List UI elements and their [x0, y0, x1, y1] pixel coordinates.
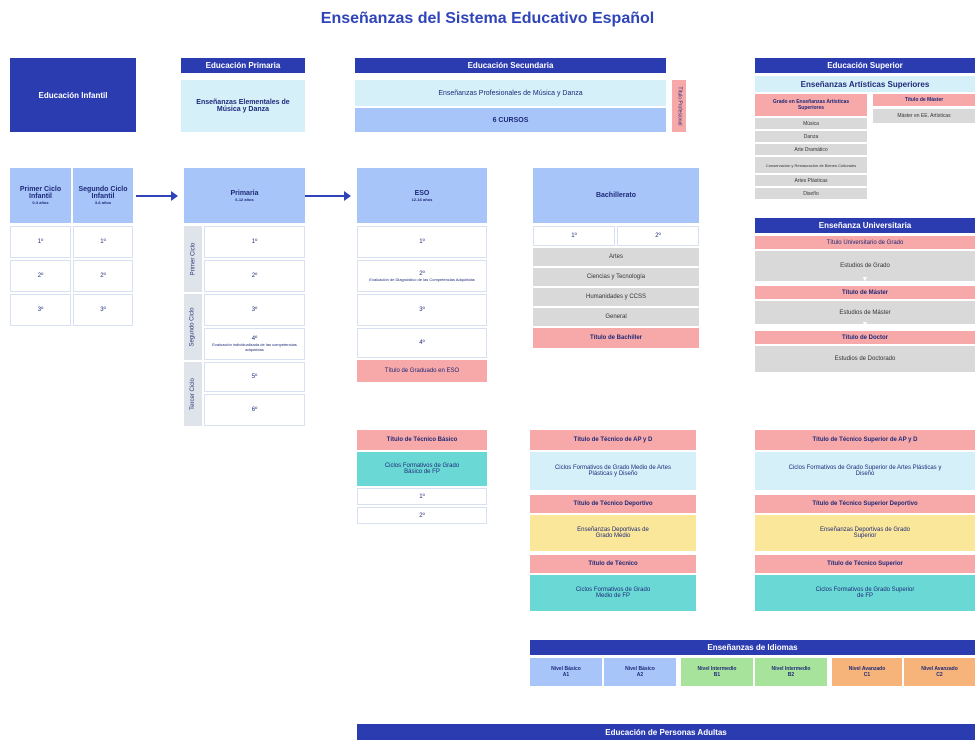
grado-superior-titulo-dep: Título de Técnico Superior Deportivo — [755, 495, 975, 513]
primaria-musica: Enseñanzas Elementales de Música y Danza — [181, 80, 305, 132]
fp-basica-ciclos: Ciclos Formativos de Grado Básico de FP — [357, 452, 487, 486]
infantil-cycle2-name: Segundo Ciclo Infantil — [78, 186, 128, 200]
universitaria-titulo: Título de Doctor — [755, 331, 975, 344]
primaria-header: Educación Primaria — [181, 58, 305, 73]
primaria-grade: 3º — [204, 294, 305, 326]
infantil-cycle1-ages: 0-3 años — [32, 200, 49, 205]
bachillerato-modalidad: Ciencias y Tecnología — [533, 268, 699, 286]
infantil-cycle1-name: Primer Ciclo Infantil — [19, 186, 62, 200]
eso-grade: 1º — [357, 226, 487, 258]
bachillerato-titulo: Título de Bachiller — [533, 328, 699, 348]
universitaria-estudios: Estudios de Máster — [755, 301, 975, 324]
grado-superior-ciclos-ap: Ciclos Formativos de Grado Superior de Artes Plásticas y Diseño — [755, 452, 975, 490]
universitaria-estudios: Estudios de Grado — [755, 251, 975, 281]
infantil-c1-grade: 3º — [10, 294, 71, 326]
grado-medio-titulo-ap: Título de Técnico de AP y D — [530, 430, 696, 450]
eso-grade: 4º — [357, 328, 487, 358]
bachillerato-box: Bachillerato — [533, 168, 699, 223]
primaria-name: Primaria — [230, 189, 259, 197]
idiomas-header: Enseñanzas de Idiomas — [530, 640, 975, 655]
page-title: Enseñanzas del Sistema Educativo Español — [320, 10, 655, 27]
artisticas-item: Artes Plásticas — [755, 175, 867, 186]
arrow-right-icon — [305, 195, 349, 197]
artisticas-grado: Grado en Enseñanzas Artísticas Superiores — [755, 94, 867, 116]
fp-basica-grade: 2º — [357, 507, 487, 524]
adultos-header: Educación de Personas Adultas — [357, 724, 975, 740]
bachillerato-modalidad: Artes — [533, 248, 699, 266]
eso-box — [357, 168, 487, 223]
arrow-down-icon: ▼ — [861, 275, 869, 283]
eso-titulo: Título de Graduado en ESO — [357, 360, 487, 382]
idiomas-level: Nivel Básico A2 — [604, 658, 676, 686]
bachillerato-grade: 1º — [533, 226, 615, 246]
bachillerato-grade: 2º — [617, 226, 699, 246]
grado-superior-titulo-ap: Título de Técnico Superior de AP y D — [755, 430, 975, 450]
idiomas-level: Nivel Avanzado C1 — [832, 658, 902, 686]
primaria-cycle-tab: Primer Ciclo — [184, 226, 202, 292]
primaria-grade-4: 4º Evaluación individualizada de las competencias adquiridas — [204, 328, 305, 360]
artisticas-master-item: Máster en EE. Artísticas — [873, 109, 975, 123]
primaria-grade4-note: Evaluación individualizada de las competencias adquiridas — [212, 342, 297, 352]
eso-ages: 12-16 años — [411, 196, 433, 202]
primaria-grade: 6º — [204, 394, 305, 426]
primaria-grade: 2º — [204, 260, 305, 292]
grado-medio-titulo-dep: Título de Técnico Deportivo — [530, 495, 696, 513]
universitaria-titulo: Título Universitario de Grado — [755, 236, 975, 249]
primaria-cycle-tab: Segundo Ciclo — [184, 294, 202, 360]
idiomas-level: Nivel Intermedio B1 — [681, 658, 753, 686]
idiomas-level: Nivel Intermedio B2 — [755, 658, 827, 686]
bachillerato-modalidad: Humanidades y CCSS — [533, 288, 699, 306]
universitaria-header: Enseñanza Universitaria — [755, 218, 975, 233]
infantil-cycle2-ages: 3-6 años — [94, 200, 112, 205]
artisticas-item: Conservación y Restauración de Bienes Culturales — [755, 157, 867, 173]
infantil-c2-grade: 1º — [73, 226, 133, 258]
eso-grade2-note: Evaluación de Diagnóstico de las Competencias Adquiridas — [369, 276, 475, 282]
artisticas-master-titulo: Título de Máster — [873, 94, 975, 106]
grado-medio-titulo-tec: Título de Técnico — [530, 555, 696, 573]
superior-header: Educación Superior — [755, 58, 975, 73]
eso-grade-2: 2º Evaluación de Diagnóstico de las Competencias Adquiridas — [357, 260, 487, 292]
infantil-cycle2 — [73, 168, 133, 223]
grado-medio-ciclos-fp: Ciclos Formativos de Grado Medio de FP — [530, 575, 696, 611]
infantil-c1-grade: 1º — [10, 226, 71, 258]
eso-name: ESO — [414, 189, 430, 197]
eso-grade: 3º — [357, 294, 487, 326]
fp-basica-grade: 1º — [357, 488, 487, 505]
grado-superior-titulo-tec: Título de Técnico Superior — [755, 555, 975, 573]
secundaria-musica: Enseñanzas Profesionales de Música y Danza — [355, 80, 666, 106]
universitaria-titulo: Título de Máster — [755, 286, 975, 299]
artisticas-item: Música — [755, 118, 867, 129]
grado-medio-ens-dep: Enseñanzas Deportivas de Grado Medio — [530, 515, 696, 551]
infantil-header: Educación Infantil — [10, 58, 136, 132]
grado-superior-ens-dep: Enseñanzas Deportivas de Grado Superior — [755, 515, 975, 551]
infantil-c2-grade: 3º — [73, 294, 133, 326]
idiomas-level: Nivel Básico A1 — [530, 658, 602, 686]
artisticas-item: Diseño — [755, 188, 867, 199]
arrow-down-icon: ▼ — [861, 320, 869, 328]
infantil-cycle1 — [10, 168, 71, 223]
bachillerato-modalidad: General — [533, 308, 699, 326]
infantil-c2-grade: 2º — [73, 260, 133, 292]
primaria-box — [184, 168, 305, 223]
artisticas-header: Enseñanzas Artísticas Superiores — [755, 76, 975, 92]
universitaria-estudios: Estudios de Doctorado — [755, 346, 975, 372]
artisticas-item: Danza — [755, 131, 867, 142]
infantil-c1-grade: 2º — [10, 260, 71, 292]
titulo-profesional-tab: Título Profesional — [672, 80, 686, 132]
artisticas-item: Arte Dramático — [755, 144, 867, 155]
secundaria-cursos: 6 CURSOS — [355, 108, 666, 132]
secundaria-header: Educación Secundaria — [355, 58, 666, 73]
primaria-grade: 5º — [204, 362, 305, 392]
grado-superior-ciclos-fp: Ciclos Formativos de Grado Superior de FP — [755, 575, 975, 611]
primaria-cycle-tab: Tercer Ciclo — [184, 362, 202, 426]
primaria-ages: 6-12 años — [235, 196, 254, 202]
primaria-grade: 1º — [204, 226, 305, 258]
fp-basica-titulo: Título de Técnico Básico — [357, 430, 487, 450]
idiomas-level: Nivel Avanzado C2 — [904, 658, 975, 686]
arrow-right-icon — [136, 195, 176, 197]
grado-medio-ciclos-ap: Ciclos Formativos de Grado Medio de Artes Plásticas y Diseño — [530, 452, 696, 490]
